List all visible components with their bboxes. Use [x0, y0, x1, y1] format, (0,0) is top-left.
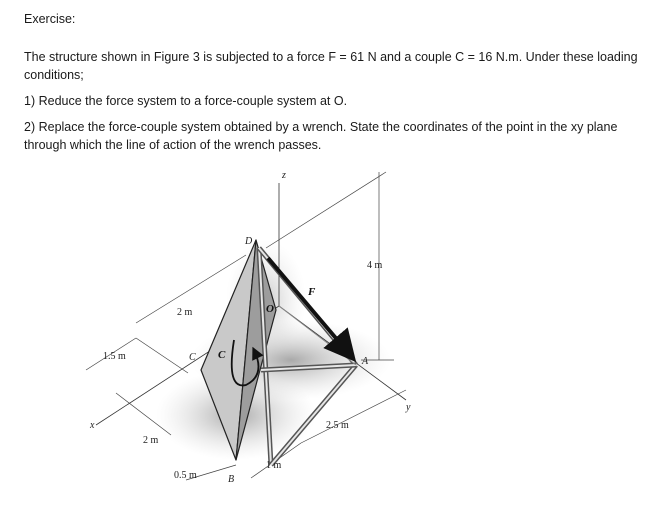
- label-d: D: [245, 236, 253, 247]
- question-1: 1) Reduce the force system to a force-couple system at O.: [24, 94, 348, 108]
- dim-ext-1-5m: [136, 338, 188, 373]
- dim-ext-top: [266, 172, 386, 248]
- label-a: A: [362, 356, 369, 367]
- exercise-heading: Exercise:: [24, 12, 76, 26]
- label-y: y: [406, 402, 411, 413]
- label-x: x: [90, 420, 95, 431]
- label-c-point: C: [189, 352, 196, 363]
- label-o: O: [266, 303, 274, 315]
- question-2: 2) Replace the force-couple system obtained by a wrench. State the coordinates of the point in the xy plane through which the line of action of the wrench passes.: [24, 120, 618, 152]
- label-dim-2m-top: 2 m: [177, 307, 193, 318]
- exercise-intro: The structure shown in Figure 3 is subjected to a force F = 61 N and a couple C = 16 N.m. Under these loading conditions;: [24, 50, 638, 82]
- label-z: z: [282, 170, 286, 181]
- structure-diagram: [76, 160, 436, 518]
- label-dim-1m: 1 m: [266, 460, 282, 471]
- label-dim-0-5m: 0.5 m: [174, 470, 197, 481]
- label-dim-2m-left: 2 m: [143, 435, 159, 446]
- label-f: F: [308, 286, 316, 298]
- label-dim-4m: 4 m: [367, 260, 383, 271]
- structure-figure: [76, 160, 436, 518]
- label-dim-2-5m: 2.5 m: [326, 420, 349, 431]
- label-c-vector: C: [218, 349, 226, 361]
- shading: [156, 240, 391, 460]
- label-b: B: [228, 474, 235, 485]
- label-dim-1-5m: 1.5 m: [103, 351, 126, 362]
- exercise-text: [24, 10, 644, 162]
